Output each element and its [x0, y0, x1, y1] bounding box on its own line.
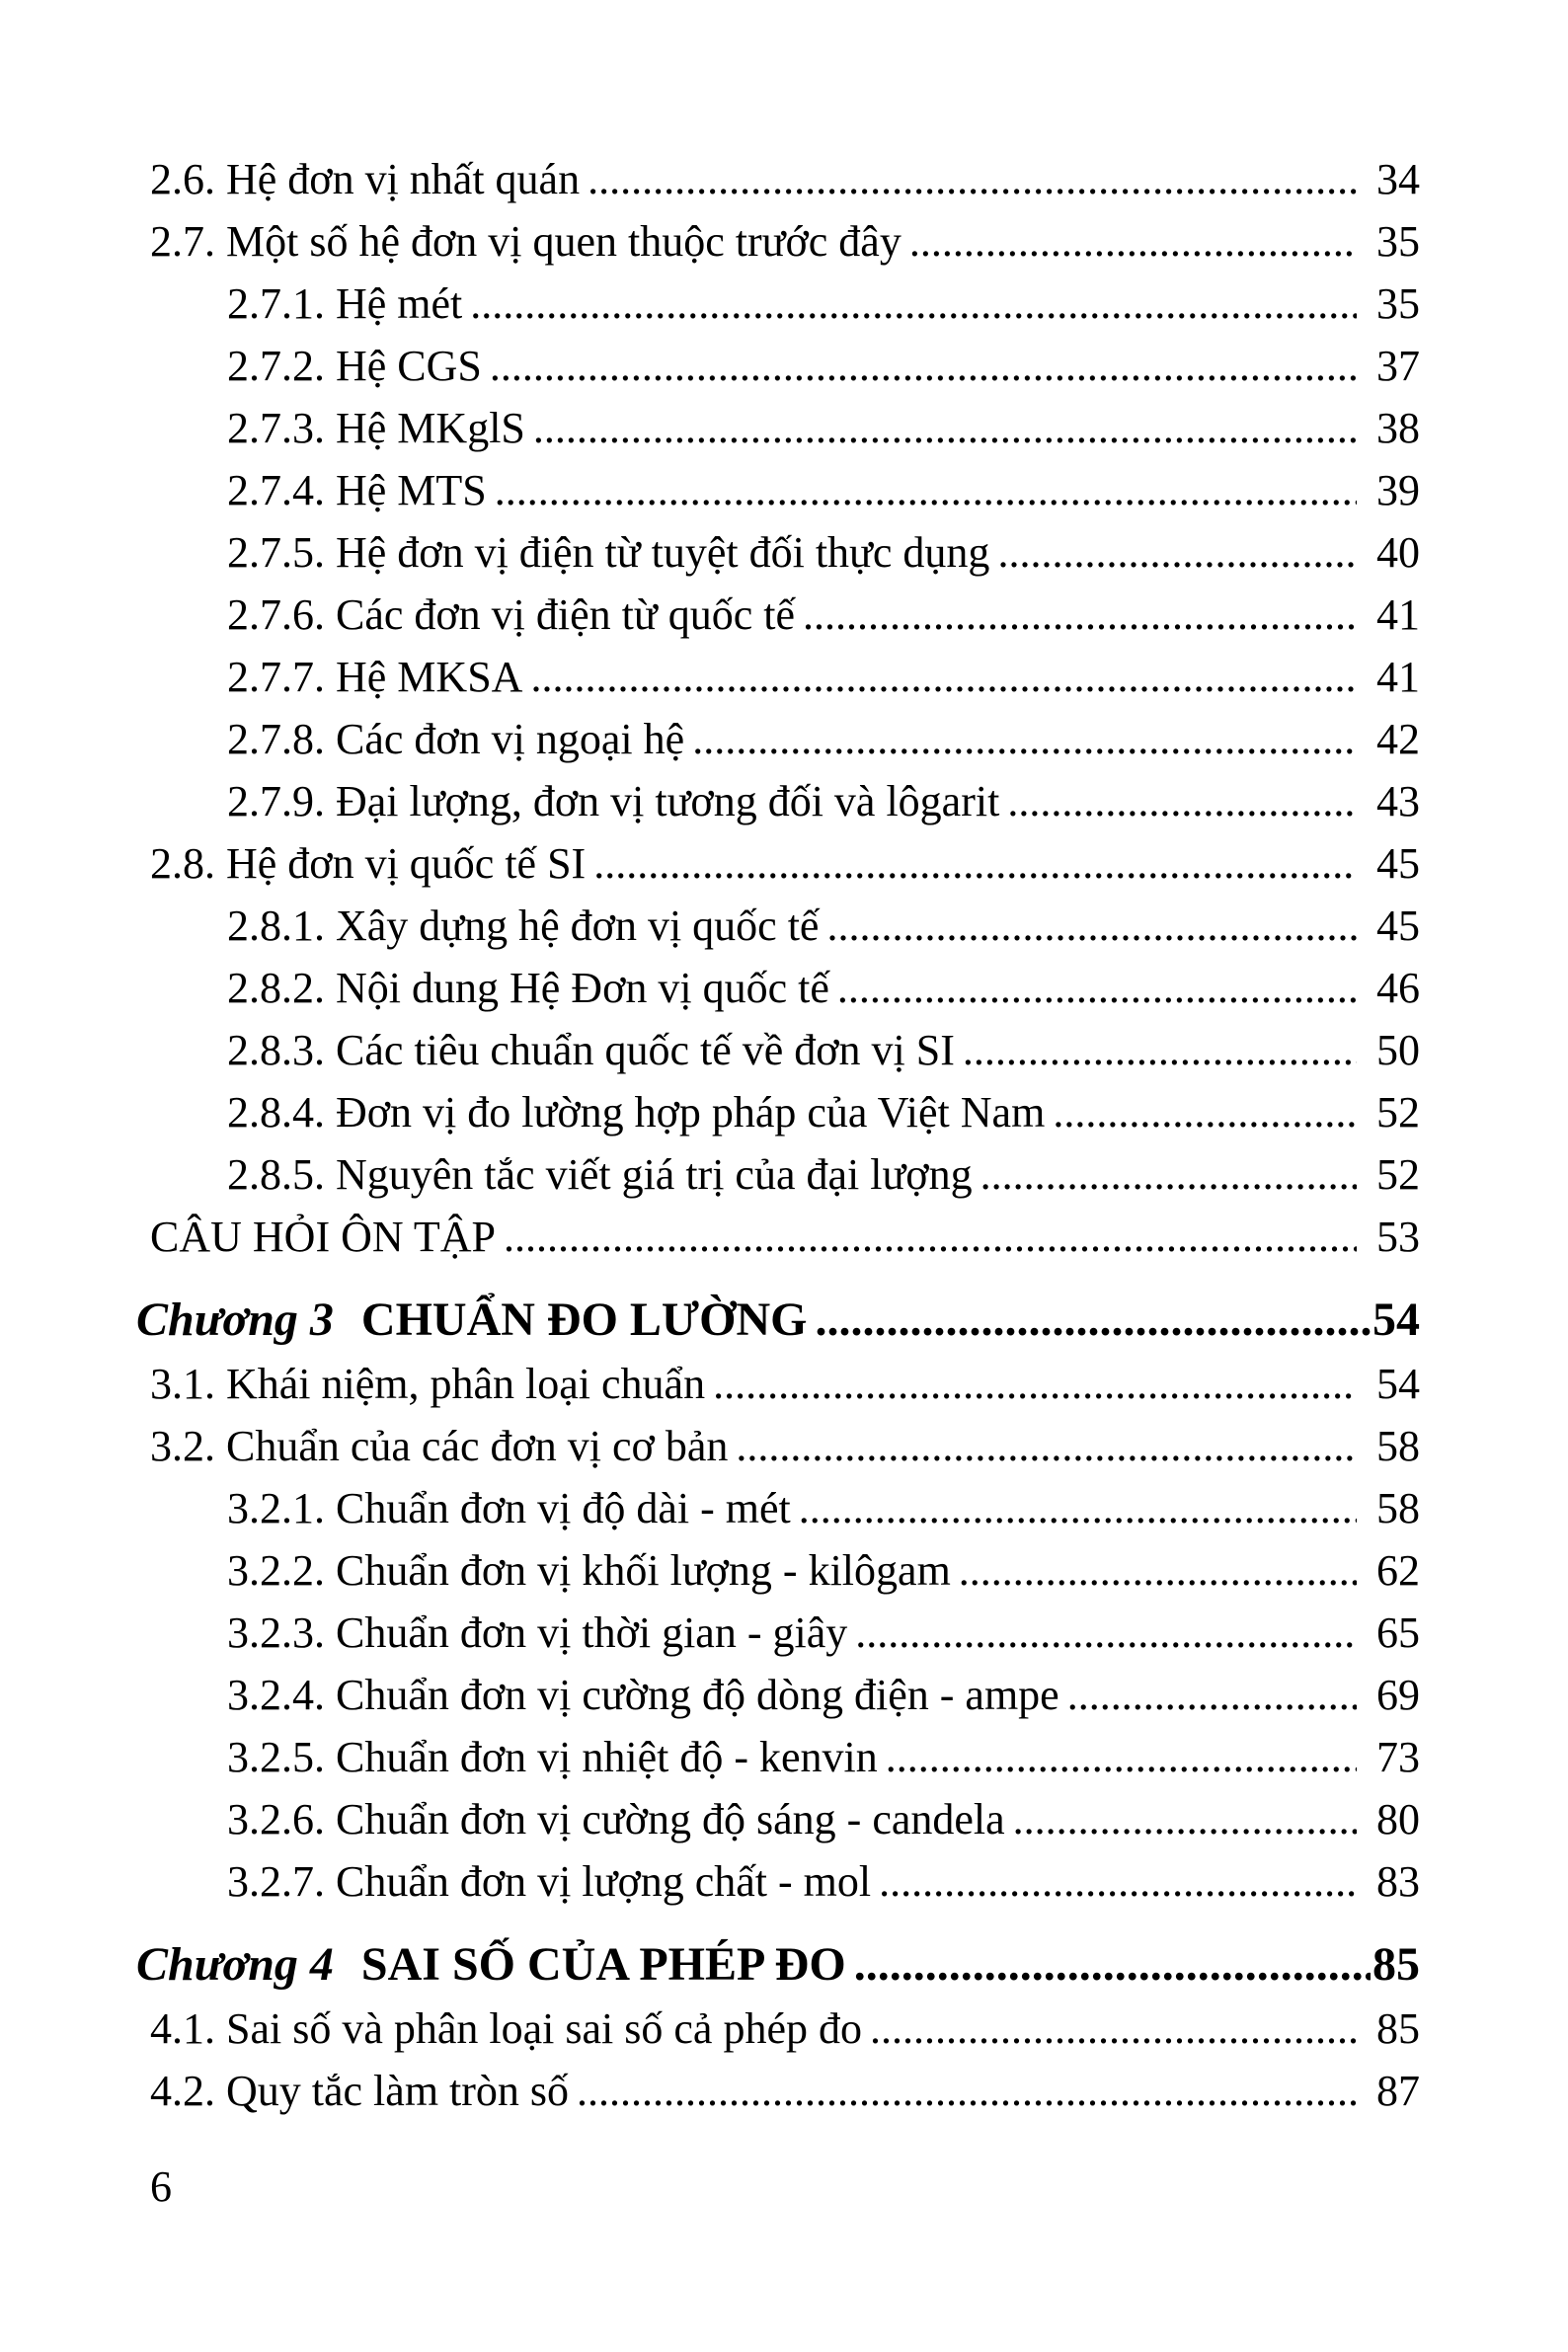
dot-leader	[855, 1602, 1357, 1664]
entry-title: 2.7.1. Hệ mét	[227, 279, 463, 328]
dot-leader	[803, 584, 1357, 646]
dot-leader	[959, 1539, 1357, 1602]
toc-entry	[150, 397, 1420, 459]
toc-entry	[150, 1602, 1420, 1664]
toc-entry	[150, 273, 1420, 335]
toc-entry	[150, 584, 1420, 646]
entry-title: 2.8. Hệ đơn vị quốc tế SI	[150, 839, 587, 888]
entry-title: 4.1. Sai số và phân loại sai số cả phép đo	[150, 2004, 862, 2053]
entry-title: 2.7.8. Các đơn vị ngoại hệ	[227, 715, 685, 763]
entry-page-number: 41	[1376, 653, 1420, 701]
toc-entry	[150, 2060, 1420, 2122]
entry-page-number: 42	[1376, 715, 1420, 763]
entry-page-number: 35	[1376, 279, 1420, 328]
chapter-prefix: Chương 3	[136, 1294, 334, 1346]
dot-leader	[593, 832, 1357, 895]
entry-page-number: 87	[1376, 2067, 1420, 2115]
toc-entry	[150, 708, 1420, 770]
entry-page-number: 80	[1376, 1795, 1420, 1843]
entry-title: 3.2.6. Chuẩn đơn vị cường độ sáng - candela	[227, 1795, 1005, 1843]
entry-page-number: 35	[1376, 217, 1420, 266]
dot-leader	[530, 646, 1357, 708]
entry-title: 2.8.2. Nội dung Hệ Đơn vị quốc tế	[227, 964, 829, 1012]
entry-title: 2.6. Hệ đơn vị nhất quán	[150, 155, 581, 203]
entry-title: CHUẨN ĐO LƯỜNG	[360, 1294, 808, 1346]
toc-entry	[150, 832, 1420, 895]
entry-page-number: 43	[1376, 777, 1420, 825]
dot-leader	[692, 708, 1357, 770]
toc-entry	[150, 1081, 1420, 1143]
toc-entry	[150, 1726, 1420, 1788]
toc-entry	[150, 1850, 1420, 1913]
dot-leader	[980, 1143, 1357, 1206]
entry-page-number: 45	[1376, 839, 1420, 888]
page-number-footer: 6	[150, 2162, 172, 2211]
entry-title: SAI SỐ CỦA PHÉP ĐO	[360, 1938, 846, 1991]
entry-title: 2.8.5. Nguyên tắc viết giá trị của đại lượng	[227, 1150, 973, 1199]
dot-leader	[854, 1932, 1371, 1998]
entry-title: 2.7.6. Các đơn vị điện từ quốc tế	[227, 590, 796, 639]
entry-title: 3.1. Khái niệm, phân loại chuẩn	[150, 1360, 706, 1408]
entry-page-number: 52	[1376, 1088, 1420, 1137]
dot-leader	[1067, 1664, 1357, 1726]
entry-title: 3.2.7. Chuẩn đơn vị lượng chất - mol	[227, 1857, 872, 1906]
dot-leader	[909, 210, 1357, 273]
toc-entry	[150, 957, 1420, 1019]
entry-title: 2.7.3. Hệ MKglS	[227, 404, 525, 452]
toc-entry	[150, 210, 1420, 273]
entry-page-number: 52	[1376, 1150, 1420, 1199]
dot-leader	[997, 521, 1357, 584]
entry-title: 2.7.7. Hệ MKSA	[227, 653, 523, 701]
dot-leader	[1013, 1788, 1357, 1850]
toc-entry	[150, 521, 1420, 584]
entry-page-number: 45	[1376, 902, 1420, 950]
entry-page-number: 83	[1376, 1857, 1420, 1906]
toc-entry	[136, 1932, 1420, 1998]
entry-title: 3.2. Chuẩn của các đơn vị cơ bản	[150, 1422, 729, 1470]
toc-entry	[150, 335, 1420, 397]
toc-entry	[150, 1143, 1420, 1206]
entry-page-number: 40	[1376, 528, 1420, 577]
dot-leader	[1053, 1081, 1357, 1143]
entry-title: 2.7. Một số hệ đơn vị quen thuộc trước đây	[150, 217, 902, 266]
dot-leader	[504, 1206, 1357, 1268]
toc-entry	[150, 646, 1420, 708]
dot-leader	[870, 1998, 1357, 2060]
toc-entry	[150, 1539, 1420, 1602]
dot-leader	[837, 957, 1357, 1019]
table-of-contents	[136, 148, 1420, 2122]
entry-page-number: 85	[1376, 2004, 1420, 2053]
dot-leader	[886, 1726, 1357, 1788]
entry-page-number: 69	[1376, 1671, 1420, 1719]
entry-page-number: 54	[1372, 1294, 1420, 1346]
dot-leader	[713, 1353, 1357, 1415]
entry-title: 2.7.5. Hệ đơn vị điện từ tuyệt đối thực dụng	[227, 528, 990, 577]
entry-title: 3.2.2. Chuẩn đơn vị khối lượng - kilôgam	[227, 1546, 951, 1595]
entry-title: 2.7.4. Hệ MTS	[227, 466, 487, 514]
dot-leader	[736, 1415, 1357, 1477]
toc-entry	[150, 770, 1420, 832]
entry-page-number: 53	[1376, 1213, 1420, 1261]
toc-entry	[150, 459, 1420, 521]
dot-leader	[490, 335, 1357, 397]
entry-title: 2.8.4. Đơn vị đo lường hợp pháp của Việt Nam	[227, 1088, 1046, 1137]
entry-page-number: 39	[1376, 466, 1420, 514]
entry-page-number: 41	[1376, 590, 1420, 639]
toc-entry	[150, 1664, 1420, 1726]
entry-page-number: 38	[1376, 404, 1420, 452]
entry-page-number: 54	[1376, 1360, 1420, 1408]
toc-entry	[150, 1353, 1420, 1415]
dot-leader	[495, 459, 1357, 521]
entry-page-number: 34	[1376, 155, 1420, 203]
entry-page-number: 37	[1376, 342, 1420, 390]
entry-page-number: 50	[1376, 1026, 1420, 1074]
toc-entry	[136, 1288, 1420, 1353]
entry-title: 3.2.5. Chuẩn đơn vị nhiệt độ - kenvin	[227, 1733, 878, 1781]
entry-title: 2.7.2. Hệ CGS	[227, 342, 482, 390]
dot-leader	[577, 2060, 1357, 2122]
dot-leader	[588, 148, 1357, 210]
entry-page-number: 73	[1376, 1733, 1420, 1781]
entry-title: 4.2. Quy tắc làm tròn số	[150, 2067, 570, 2115]
entry-page-number: 58	[1376, 1422, 1420, 1470]
dot-leader	[815, 1288, 1371, 1353]
dot-leader	[470, 273, 1357, 335]
toc-entry	[150, 1206, 1420, 1268]
dot-leader	[826, 895, 1357, 957]
toc-entry	[150, 895, 1420, 957]
entry-page-number: 62	[1376, 1546, 1420, 1595]
entry-page-number: 58	[1376, 1484, 1420, 1532]
entry-page-number: 85	[1372, 1938, 1420, 1991]
entry-title: 3.2.1. Chuẩn đơn vị độ dài - mét	[227, 1484, 791, 1532]
toc-entry	[150, 1019, 1420, 1081]
toc-entry	[150, 1998, 1420, 2060]
entry-title: 3.2.4. Chuẩn đơn vị cường độ dòng điện - ampe	[227, 1671, 1059, 1719]
dot-leader	[533, 397, 1357, 459]
toc-entry	[150, 1477, 1420, 1539]
toc-entry	[150, 1415, 1420, 1477]
entry-title: 2.8.1. Xây dựng hệ đơn vị quốc tế	[227, 902, 820, 950]
toc-entry	[150, 1788, 1420, 1850]
entry-title: 2.8.3. Các tiêu chuẩn quốc tế về đơn vị SI	[227, 1026, 955, 1074]
entry-title: 2.7.9. Đại lượng, đơn vị tương đối và lôgarit	[227, 777, 1000, 825]
entry-title: CÂU HỎI ÔN TẬP	[150, 1213, 496, 1261]
dot-leader	[963, 1019, 1357, 1081]
entry-title: 3.2.3. Chuẩn đơn vị thời gian - giây	[227, 1608, 848, 1657]
toc-entry	[150, 148, 1420, 210]
chapter-prefix: Chương 4	[136, 1938, 334, 1991]
dot-leader	[799, 1477, 1357, 1539]
dot-leader	[879, 1850, 1357, 1913]
dot-leader	[1007, 770, 1357, 832]
entry-page-number: 65	[1376, 1608, 1420, 1657]
entry-page-number: 46	[1376, 964, 1420, 1012]
